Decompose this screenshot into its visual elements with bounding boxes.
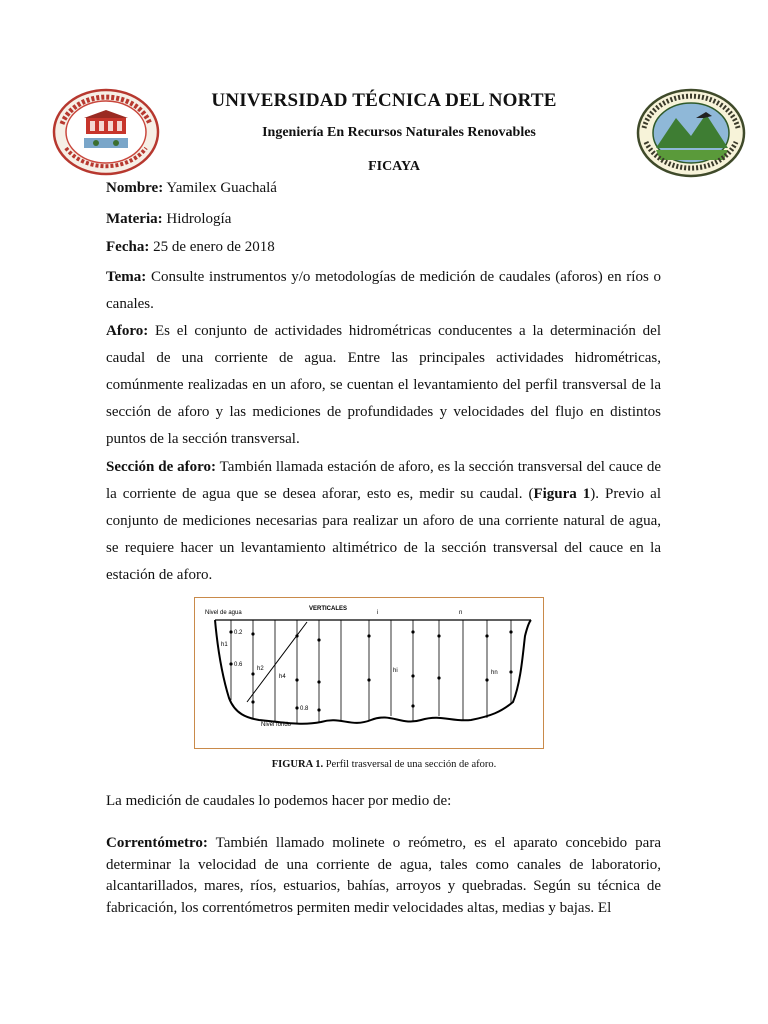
- aforo-label: Aforo:: [106, 323, 149, 339]
- seccion-text-after: ). Previo al conjunto de mediciones necesarias para realizar un aforo de una corriente natural de agua, se requiere hacer un levantamiento altimétrico de la sección transversal del cauce en la estación de aforo.: [106, 486, 661, 583]
- fecha-value: 25 de enero de 2018: [153, 239, 275, 255]
- correntometro-paragraph: [106, 833, 661, 919]
- measurement-points: [229, 630, 512, 711]
- figure-caption-text: Perfil trasversal de una sección de aforo.: [325, 759, 497, 770]
- figure-caption: [0, 759, 768, 770]
- correntometro-label: Correntómetro:: [106, 835, 208, 851]
- university-title: UNIVERSIDAD TÉCNICA DEL NORTE: [211, 90, 557, 111]
- materia-field: [106, 211, 231, 228]
- materia-value: Hidrología: [166, 211, 232, 227]
- depth-h1-label: h1: [221, 642, 228, 648]
- point-02-label: 0.2: [234, 630, 243, 636]
- fecha-field: [106, 239, 275, 256]
- water-level-label: Nivel de agua: [205, 610, 242, 616]
- fecha-label: Fecha:: [106, 239, 150, 255]
- correntometro-text: También llamado molinete o reómetro, es el aparato concebido para determinar la velocidad de una corriente de agua, tales como canales de laboratorio, alcantarillados, mares, ríos, estuarios, bahías, arroyos y quebradas. Según su técnica de fabricación, los correntómetros permiten medir velocidades altas, medias y bajas. El: [106, 835, 661, 916]
- figure-reference: Figura 1: [533, 486, 591, 502]
- faculty-title: FICAYA: [368, 159, 420, 174]
- cross-section-diagram: [201, 602, 537, 744]
- tema-label: Tema:: [106, 269, 147, 285]
- aforo-text: Es el conjunto de actividades hidrométricas conducentes a la determinación del caudal de una corriente de agua. Entre las principales actividades hidrométricas, comúnmente realizadas en un aforo, se cuentan el levantamiento del perfil transversal de la sección de aforo y las mediciones de profundidades y velocidades del flujo en distintos puntos de la sección transversal.: [106, 323, 661, 447]
- vertical-n-label: n: [459, 610, 463, 616]
- seccion-text-before: También llamada estación de aforo, es la sección transversal del cauce de la corriente de agua que se desea aforar, esto es, medir su caudal. (: [106, 459, 662, 502]
- point-08-label: 0.8: [300, 706, 309, 712]
- verticals-label: VERTICALES: [309, 606, 348, 612]
- figure-cross-section: [194, 597, 544, 749]
- depth-h2-label: h2: [257, 666, 264, 672]
- depth-hn-label: hn: [491, 670, 498, 676]
- nombre-value: Yamilex Guachalá: [166, 180, 277, 196]
- bed-label: Nivel fondo: [261, 722, 292, 728]
- materia-label: Materia:: [106, 211, 163, 227]
- vertical-i-label: i: [377, 610, 379, 616]
- tema-value: Consulte instrumentos y/o metodologías de medición de caudales (aforos) en ríos o canales.: [106, 269, 662, 312]
- point-06-label: 0.6: [234, 662, 243, 668]
- nombre-field: [106, 180, 277, 197]
- seccion-label: Sección de aforo:: [106, 459, 217, 475]
- nombre-label: Nombre:: [106, 180, 164, 196]
- tema-paragraph: [106, 264, 661, 318]
- intro-sentence: La medición de caudales lo podemos hacer por medio de:: [106, 793, 452, 809]
- seccion-paragraph: [106, 454, 661, 589]
- depth-hi-label: hi: [393, 668, 398, 674]
- aforo-paragraph: [106, 318, 661, 453]
- depth-h4-label: h4: [279, 674, 286, 680]
- figure-caption-label: FIGURA 1.: [271, 759, 324, 770]
- career-title: Ingeniería En Recursos Naturales Renovables: [262, 125, 536, 140]
- vertical-lines: [231, 620, 511, 724]
